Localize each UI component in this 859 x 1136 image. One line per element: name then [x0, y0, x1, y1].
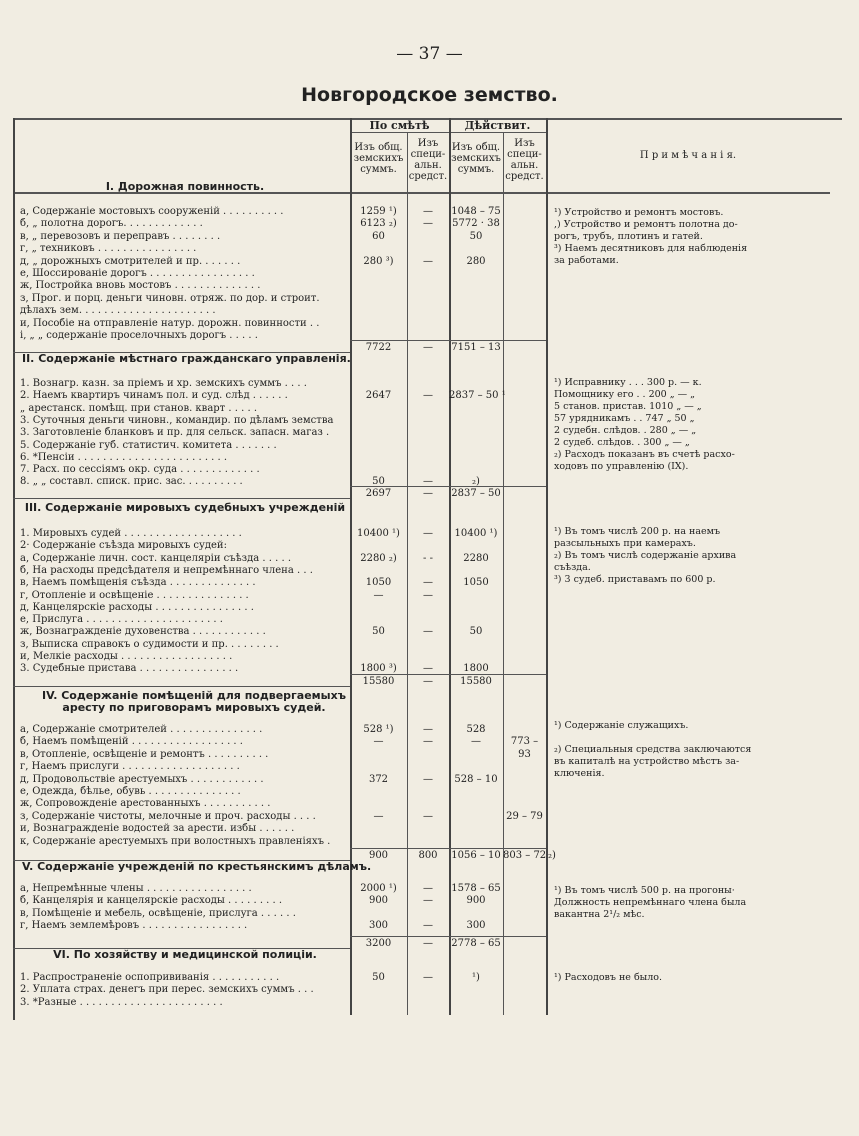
section-1-note-5: за работами.: [554, 255, 619, 266]
section-3-row-9-label: ж, Вознагражденіе духовенства . . . . . . . . . . . .: [20, 626, 266, 637]
section-6-title: VI. По хозяйству и медицинской полиціи.: [53, 948, 317, 961]
section-2-row-9-deyst: ₂): [472, 476, 480, 487]
section-2-note-4: 57 урядникамъ . . 747 „ 50 „: [554, 413, 695, 424]
section-4-note-4: въ капиталѣ на устройство мѣстъ за-: [554, 756, 740, 767]
section-4-row-2-label: б, Наемъ помѣщеній . . . . . . . . . . . . . . . . . .: [20, 736, 243, 747]
section-3-row-10-label: з, Выписка справокъ о судимости и пр. . . . . . . . .: [20, 639, 279, 650]
section-1-row-1-deyst: 1048 – 75: [451, 206, 501, 217]
section-1-row-2-deyst: 5772 · 38: [452, 218, 500, 229]
section-2-note-6: 2 судеб. слѣдов. . 300 „ — „: [554, 437, 690, 448]
section-1-total-spec: —: [423, 342, 433, 353]
section-1-row-1-smeta: 1259 ¹): [360, 206, 397, 217]
section-2-title: II. Содержаніе мѣстнаго гражданскаго управленія.: [22, 352, 351, 365]
section-4-row-2-deyst: —: [471, 736, 481, 747]
section-3-note-1: ¹) Въ томъ числѣ 200 р. на наемъ: [554, 526, 721, 537]
page-title: Новгородское земство.: [301, 84, 558, 106]
section-5-row-2-deyst: 900: [466, 895, 486, 906]
section-2-row-8-label: 7. Расх. по сессіямъ окр. суда . . . . . . . . . . . . .: [20, 464, 260, 475]
section-5-row-4-spec: —: [423, 920, 433, 931]
section-2-note-5: 2 судебн. слѣдов. . 280 „ — „: [554, 425, 697, 436]
section-1-row-3-label: в, „ перевозовъ и переправъ . . . . . . . .: [20, 231, 221, 242]
section-3-row-3-deyst: 2280: [463, 553, 489, 564]
section-5-row-1-smeta: 2000 ¹): [360, 883, 397, 894]
section-2-row-9-label: 8. „ „ составл. списк. прис. зас. . . . . . . . . .: [20, 476, 243, 487]
section-2-row-7-label: 6. *Пенсіи . . . . . . . . . . . . . . . . . . . . . . . .: [20, 452, 228, 463]
section-3-note-4: съѣзда.: [554, 562, 591, 573]
section-4-row-8-label: з, Содержаніе чистоты, мелочные и проч. расходы . . . .: [20, 811, 316, 822]
section-1-note-3: рогъ, трубъ, плотинъ и гатей.: [554, 231, 703, 242]
section-3-row-9-smeta: 50: [372, 626, 385, 637]
section-5-row-1-deyst: 1578 – 65: [451, 883, 501, 894]
section-1-note-4: ³) Наемъ десятниковъ для наблюденія: [554, 243, 748, 254]
section-4-row-5-smeta: 372: [368, 774, 389, 785]
header-col-spec-2: Изъ специ- альн. средст.: [505, 138, 544, 182]
section-3-total-smeta: 15580: [362, 676, 395, 687]
section-2-row-5-label: 3. Заготовленіе бланковъ и пр. для сельск. запасн. магаз .: [20, 427, 330, 438]
section-4-row-10-label: к, Содержаніе арестуемыхъ при волостныхъ правленіяхъ .: [20, 836, 331, 847]
section-1-row-5-deyst: 280: [466, 256, 486, 267]
section-4-row-2-dspec: 773 –: [510, 736, 539, 747]
section-2-total-deyst: 2837 – 50: [451, 488, 501, 499]
section-5-row-4-deyst: 300: [466, 920, 486, 931]
section-2-total-smeta: 2697: [365, 488, 392, 499]
section-1-row-6-label: е, Шоссированіе дорогъ . . . . . . . . . . . . . . . . .: [20, 268, 255, 279]
col-rule-5: [546, 118, 548, 1015]
section-1-row-2-label: б, „ полотна дорогъ. . . . . . . . . . . . .: [20, 218, 203, 229]
section-3-row-1-spec: —: [423, 528, 433, 539]
section-4-row-1-spec: —: [423, 724, 433, 735]
section-5-note-1: ¹) Въ томъ числѣ 500 р. на прогоны·: [554, 885, 735, 896]
section-4-row-2-spec: —: [423, 736, 433, 747]
section-1-row-5-label: д, „ дорожныхъ смотрителей и пр. . . . . . .: [20, 256, 241, 267]
section-4-row-1-smeta: 528 ¹): [363, 724, 394, 735]
section-2-note-3: 5 станов. пристав. 1010 „ — „: [554, 401, 702, 412]
section-3-row-3-smeta: 2280 ₂): [360, 553, 397, 564]
section-1-row-3-smeta: 60: [372, 231, 385, 242]
col-rule-4: [503, 132, 504, 1015]
section-2-note-8: ходовъ по управленію (IX).: [554, 461, 689, 472]
section-1-row-5-smeta: 280 ³): [363, 256, 394, 267]
section-4-total-dspec: 803 – 72: [503, 850, 547, 861]
section-5-row-2-smeta: 900: [368, 895, 389, 906]
section-3-row-9-spec: —: [423, 626, 433, 637]
section-3-row-5-deyst: 1050: [463, 577, 489, 588]
section-4-row-5-spec: —: [423, 774, 433, 785]
section-3-row-11-label: и, Мелкіе расходы . . . . . . . . . . . . . . . . . .: [20, 651, 233, 662]
section-1-note-1: ¹) Устройство и ремонтъ мостовъ.: [554, 207, 724, 218]
section-4-total-rule: [350, 848, 546, 849]
header-col-spec-1: Изъ специ- альн. средст.: [408, 138, 448, 182]
section-6-row-1-deyst: ¹): [472, 972, 480, 983]
section-4-row-4-label: г, Наемъ прислуги . . . . . . . . . . . . . . . . . . .: [20, 761, 240, 772]
section-3-row-8-label: е, Прислуга . . . . . . . . . . . . . . . . . . . . . .: [20, 614, 223, 625]
section-4-row-8-spec: —: [423, 811, 433, 822]
section-2-row-3-label: „ арестанск. помѣщ. при станов. кварт . . . . .: [20, 403, 257, 414]
section-2-row-2-smeta: 2647: [365, 390, 392, 401]
section-1-note-2: ,) Устройство и ремонтъ полотна до-: [554, 219, 738, 230]
section-5-row-4-label: г, Наемъ землемѣровъ . . . . . . . . . . . . . . . . .: [20, 920, 248, 931]
header-notes: П р и м ѣ ч а н і я.: [639, 150, 737, 161]
section-4-total-smeta: 900: [368, 850, 389, 861]
section-5-note-3: вакантна 2¹/₂ мѣс.: [554, 909, 645, 920]
section-3-separator: [13, 686, 350, 687]
section-1-row-1-spec: —: [423, 206, 433, 217]
section-1-row-3-deyst: 50: [469, 231, 483, 242]
section-4-row-5-label: д, Продовольствіе арестуемыхъ . . . . . . . . . . . .: [20, 774, 264, 785]
section-5-row-3-label: в, Помѣщеніе и мебель, освѣщеніе, прислуга . . . . . .: [20, 908, 296, 919]
section-5-total-deyst: 2778 – 65: [451, 938, 501, 949]
section-3-row-9-deyst: 50: [469, 626, 483, 637]
left-border: [13, 118, 15, 1020]
section-3-row-4-label: б, На расходы предсѣдателя и непремѣннаго члена . . .: [20, 565, 313, 576]
section-4-row-3-label: в, Отопленіе, освѣщеніе и ремонтъ . . . . . . . . . .: [20, 749, 269, 760]
section-3-row-12-spec: —: [423, 663, 433, 674]
section-3-row-1-label: 1. Мировыхъ судей . . . . . . . . . . . . . . . . . . .: [20, 528, 242, 539]
section-3-row-2-label: 2· Содержаніе съѣзда мировыхъ судей:: [20, 540, 227, 551]
header-rule: [350, 132, 546, 133]
section-4-row-6-label: е, Одежда, бѣлье, обувь . . . . . . . . . . . . . . .: [20, 786, 241, 797]
section-1-row-11-label: і, „ „ содержаніе проселочныхъ дорогъ . . . . .: [20, 330, 258, 341]
section-3-note-3: ₂) Въ томъ числѣ содержаніе архива: [554, 550, 737, 561]
header-po-smete: По смѣтѣ: [369, 119, 430, 132]
section-1-row-2-spec: —: [423, 218, 433, 229]
section-2-row-4-label: 3. Суточныя деньги чиновн., командир. по дѣламъ земства: [20, 415, 334, 426]
section-4-row-5-deyst: 528 – 10: [454, 774, 498, 785]
section-5-total-rule: [350, 936, 546, 937]
section-4-total-note: ₂): [548, 850, 556, 861]
section-4-row-8-dspec: 29 – 79: [506, 811, 543, 822]
section-4-title-line-2: аресту по приговорамъ мировыхъ судей.: [62, 701, 326, 714]
section-5-row-2-label: б, Канцелярія и канцелярскіе расходы . . . . . . . . .: [20, 895, 283, 906]
section-3-row-6-label: г, Отопленіе и освѣщеніе . . . . . . . . . . . . . . .: [20, 590, 249, 601]
section-2-row-9-smeta: 50: [372, 476, 385, 487]
section-5-row-4-smeta: 300: [368, 920, 389, 931]
section-2-row-6-label: 5. Содержаніе губ. статистич. комитета . . . . . . .: [20, 440, 277, 451]
section-5-row-2-spec: —: [423, 895, 433, 906]
section-3-total-rule: [350, 674, 546, 675]
section-5-title: V. Содержаніе учрежденій по крестьянскимъ дѣламъ.: [22, 860, 372, 873]
section-3-row-5-label: в, Наемъ помѣщенія съѣзда . . . . . . . . . . . . . .: [20, 577, 256, 588]
section-3-row-3-spec: - -: [423, 553, 433, 564]
section-4-total-deyst: 1056 – 10: [451, 850, 501, 861]
section-6-note-1: ¹) Расходовъ не было.: [554, 972, 662, 983]
section-3-row-5-spec: —: [423, 577, 433, 588]
section-5-row-1-spec: —: [423, 883, 433, 894]
section-2-total-spec: —: [423, 488, 433, 499]
section-5-total-spec: —: [423, 938, 433, 949]
header-col-obsh-2: Изъ общ. земскихъ суммъ.: [451, 142, 501, 175]
section-4-row-1-deyst: 528: [466, 724, 486, 735]
section-2-note-2: Помощнику его . . 200 „ — „: [554, 389, 696, 400]
section-3-total-deyst: 15580: [460, 676, 492, 687]
section-2-note-7: ₂) Расходъ показанъ въ счетѣ расхо-: [554, 449, 735, 460]
section-3-row-6-smeta: —: [373, 590, 384, 601]
section-2-note-1: ¹) Исправнику . . . 300 р. — к.: [554, 377, 702, 388]
section-2-total-rule: [350, 486, 546, 487]
section-1-row-5-spec: —: [423, 256, 433, 267]
section-6-row-2-label: 2. Уплата страх. денегъ при перес. земскихъ суммъ . . .: [20, 984, 314, 995]
header-col-obsh-1: Изъ общ. земскихъ суммъ.: [353, 142, 404, 175]
section-1-row-2-smeta: 6123 ₂): [360, 218, 397, 229]
section-3-row-1-deyst: 10400 ¹): [454, 528, 498, 539]
section-3-total-spec: —: [423, 676, 433, 687]
section-4-note-1: ¹) Содержаніе служащихъ.: [554, 720, 689, 731]
section-3-row-3-label: а, Содержаніе личн. сост. канцеляріи съѣзда . . . . .: [20, 553, 292, 564]
section-1-row-9-label: дѣлахъ зем. . . . . . . . . . . . . . . . . . . . . .: [20, 305, 216, 316]
section-2-separator: [13, 498, 350, 499]
section-1-row-8-label: з, Прог. и порц. деньги чиновн. отряж. по дор. и строит.: [20, 293, 320, 304]
section-3-row-5-smeta: 1050: [365, 577, 392, 588]
section-3-row-12-deyst: 1800: [463, 663, 489, 674]
section-3-note-5: ³) 3 судеб. приставамъ по 600 р.: [554, 574, 716, 585]
section-4-row-3-dspec: 93: [518, 749, 531, 760]
col-rule-3: [449, 118, 451, 1015]
section-3-row-6-spec: —: [423, 590, 433, 601]
section-6-row-3-label: 3. *Разные . . . . . . . . . . . . . . . . . . . . . . .: [20, 997, 223, 1008]
section-4-row-9-label: и, Вознагражденіе водостей за арести. избы . . . . . .: [20, 823, 295, 834]
section-1-row-4-label: г, „ техниковъ . . . . . . . . . . . . . . . .: [20, 243, 197, 254]
section-1-row-10-label: и, Пособіе на отправленіе натур. дорожн. повинности . .: [20, 318, 320, 329]
section-6-row-1-label: 1. Распространеніе оспопрививанія . . . . . . . . . . .: [20, 972, 280, 983]
section-4-row-1-label: а, Содержаніе смотрителей . . . . . . . . . . . . . . .: [20, 724, 263, 735]
section-1-total-smeta: 7722: [365, 342, 392, 353]
section-2-row-9-spec: —: [423, 476, 433, 487]
section-5-note-2: Должность непремѣннаго члена была: [554, 897, 747, 908]
section-2-row-2-spec: —: [423, 390, 433, 401]
section-4-row-7-label: ж, Сопровожденіе арестованныхъ . . . . . . . . . . .: [20, 798, 271, 809]
section-4-row-2-smeta: —: [373, 736, 384, 747]
section-1-row-1-label: а, Содержаніе мостовыхъ сооруженій . . . . . . . . . .: [20, 206, 284, 217]
section-3-row-1-smeta: 10400 ¹): [357, 528, 400, 539]
section-3-note-2: разсыльныхъ при камерахъ.: [554, 538, 696, 549]
section-3-row-12-smeta: 1800 ³): [360, 663, 397, 674]
col-rule-1: [350, 118, 352, 1015]
section-6-row-1-smeta: 50: [372, 972, 385, 983]
section-3-row-7-label: д, Канцелярскіе расходы . . . . . . . . . . . . . . . .: [20, 602, 254, 613]
section-2-row-2-deyst: 2837 – 50 ¹: [449, 390, 506, 401]
section-2-row-1-label: 1. Вознагр. казн. за пріемъ и хр. земскихъ суммъ . . . .: [20, 378, 307, 389]
section-2-row-2-label: 2. Наемъ квартиръ чинамъ пол. и суд. слѣд . . . . . .: [20, 390, 288, 401]
section-1-title: I. Дорожная повинность.: [105, 180, 265, 193]
section-3-row-12-label: 3. Судебные пристава . . . . . . . . . . . . . . . .: [20, 663, 239, 674]
header-deystvit: Дѣйствит.: [464, 119, 531, 132]
section-1-total-rule: [350, 340, 546, 341]
section-4-note-5: ключенія.: [554, 768, 605, 779]
section-1-row-7-label: ж, Постройка вновь мостовъ . . . . . . . . . . . . . .: [20, 280, 261, 291]
page-number: — 37 —: [396, 44, 463, 64]
section-4-total-spec: 800: [418, 850, 438, 861]
section-1-total-deyst: 7151 – 13: [451, 342, 501, 353]
section-6-row-1-spec: —: [423, 972, 433, 983]
section-5-row-1-label: а, Непремѣнные члены . . . . . . . . . . . . . . . . .: [20, 883, 252, 894]
section-4-note-3: ₂) Специальныя средства заключаются: [554, 744, 752, 755]
section-4-title-line-1: IV. Содержаніе помѣщеній для подвергаемыхъ: [42, 689, 346, 702]
section-4-row-8-smeta: —: [373, 811, 384, 822]
section-5-total-smeta: 3200: [365, 938, 392, 949]
section-3-title: III. Содержаніе мировыхъ судебныхъ учрежденій: [24, 501, 346, 514]
